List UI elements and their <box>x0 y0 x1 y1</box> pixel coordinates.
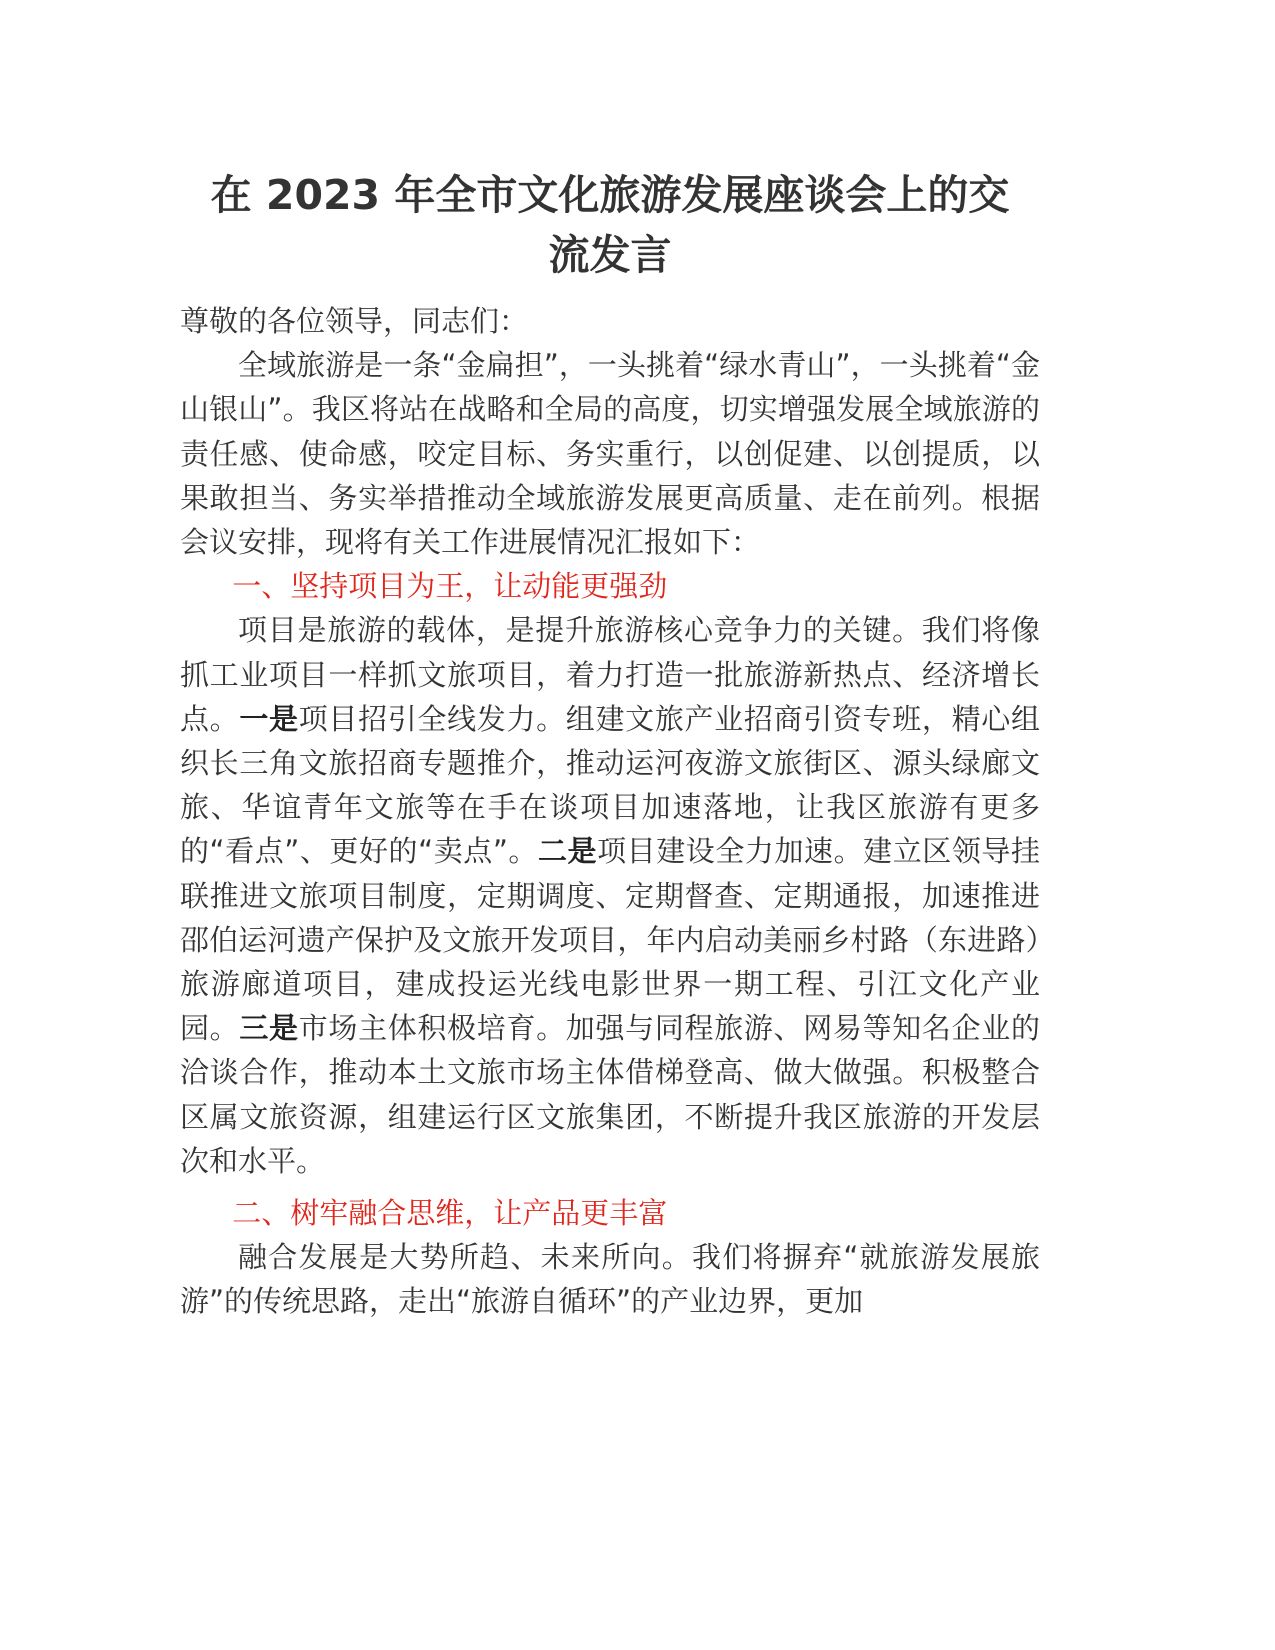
title-line-2: 流发言 <box>548 231 672 279</box>
title-line-1: 在 2023 年全市文化旅游发展座谈会上的交 <box>210 171 1010 219</box>
document-title <box>150 165 1070 285</box>
section-1-text-1: 项目是旅游的载体，是提升旅游核心竞争力的关键。我们将像抓工业项目一样抓文旅项目，着力打造一批旅游新热点、经济增长点。 <box>180 613 1040 736</box>
document-body <box>180 299 1040 1324</box>
document-page <box>180 165 1040 1324</box>
lead-marker-3: 三是 <box>239 1011 299 1046</box>
section-2-heading: 二、树牢融合思维，让产品更丰富 <box>232 1196 668 1231</box>
salutation: 尊敬的各位领导，同志们： <box>180 304 529 338</box>
lead-marker-1: 一是 <box>239 701 299 736</box>
section-1-heading: 一、坚持项目为王，让动能更强劲 <box>232 569 668 604</box>
section-1-paragraph <box>180 608 1040 1183</box>
lead-marker-2: 二是 <box>537 834 598 869</box>
section-1-text-2: 项目招引全线发力。组建文旅产业招商引资专班，精心组织长三角文旅招商专题推介，推动运河夜游文旅街区、源头绿廊文旅、华谊青年文旅等在手在谈项目加速落地，让我区旅游有更多的“看点”、更好的“卖点”。 <box>180 701 1040 869</box>
intro-paragraph: 全域旅游是一条“金扁担”，一头挑着“绿水青山”，一头挑着“金山银山”。我区将站在战略和全局的高度，切实增强发展全域旅游的责任感、使命感，咬定目标、务实重行，以创促建、以创提质，以果敢担当、务实举措推动全域旅游发展更高质量、走在前列。根据会议安排，现将有关工作进展情况汇报如下： <box>180 348 1040 560</box>
section-1-text-3: 项目建设全力加速。建立区领导挂联推进文旅项目制度，定期调度、定期督查、定期通报，加速推进邵伯运河遗产保护及文旅开发项目，年内启动美丽乡村路（东进路）旅游廊道项目，建成投运光线电影世界一期工程、引江文化产业园。 <box>180 834 1040 1046</box>
section-1-text-4: 市场主体积极培育。加强与同程旅游、网易等知名企业的洽谈合作，推动本土文旅市场主体借梯登高、做大做强。积极整合区属文旅资源，组建运行区文旅集团，不断提升我区旅游的开发层次和水平。 <box>180 1011 1040 1178</box>
section-2-paragraph: 融合发展是大势所趋、未来所向。我们将摒弃“就旅游发展旅游”的传统思路，走出“旅游自循环”的产业边界，更加 <box>180 1240 1040 1319</box>
